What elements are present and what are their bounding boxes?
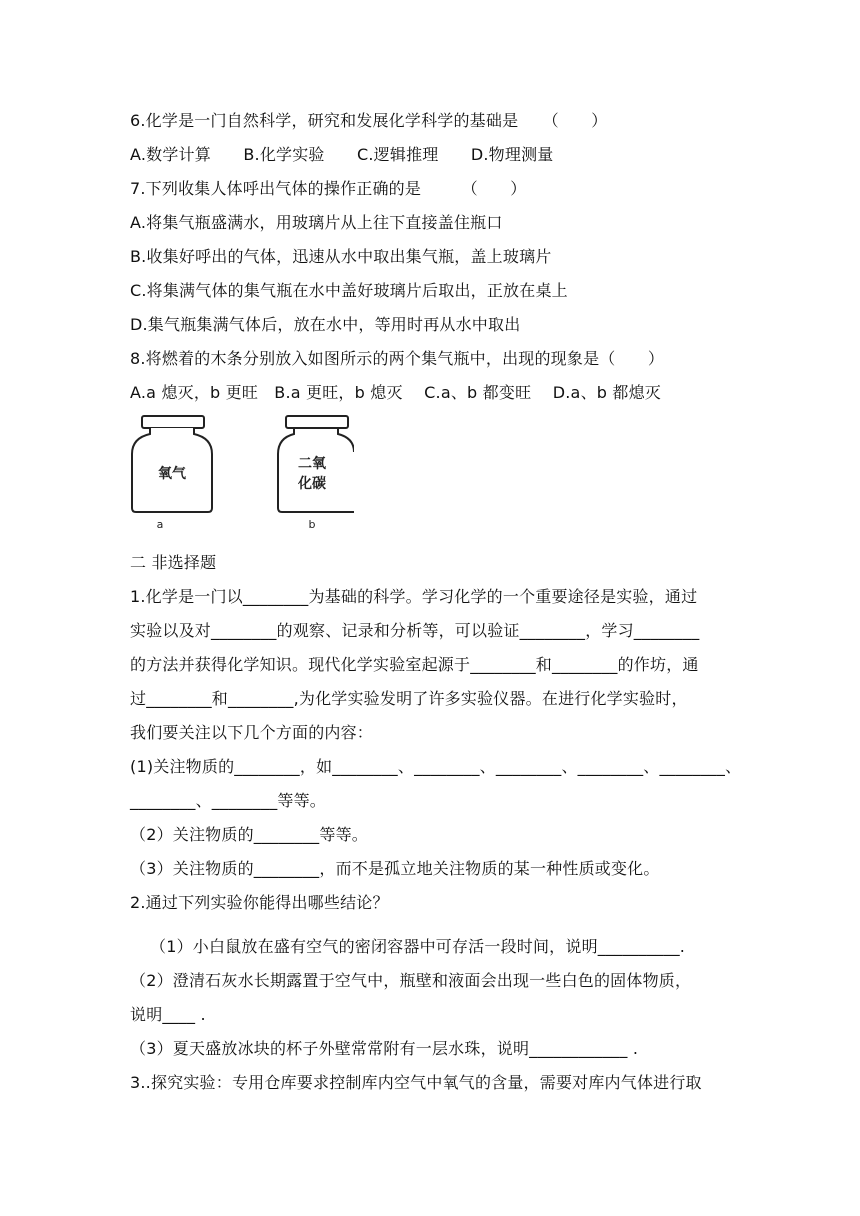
s2-q1-line-8: （2）关注物质的________等等。 <box>130 825 368 844</box>
s2-q1-line-3: 的方法并获得化学知识。现代化学实验室起源于________和________的作坊，通 <box>130 655 699 674</box>
s2-q1-line-2: 实验以及对________的观察、记录和分析等，可以验证________，学习________ <box>130 621 700 640</box>
question-7: 7.下列收集人体呼出气体的操作正确的是 （ ） <box>130 179 527 198</box>
question-6: 6.化学是一门自然科学，研究和发展化学科学的基础是 （ ） <box>130 111 608 130</box>
question-7-option-b: B.收集好呼出的气体，迅速从水中取出集气瓶，盖上玻璃片 <box>130 247 552 266</box>
s2-q1-line-4: 过________和________,为化学实验发明了许多实验仪器。在进行化学实验时， <box>130 689 688 708</box>
question-7-option-a: A.将集气瓶盛满水，用玻璃片从上往下直接盖住瓶口 <box>130 213 503 232</box>
s2-q1-line-5: 我们要关注以下几个方面的内容： <box>130 723 374 742</box>
question-7-option-c: C.将集满气体的集气瓶在水中盖好玻璃片后取出，正放在桌上 <box>130 281 568 300</box>
s2-q2-item-3: （3）夏天盛放冰块的杯子外壁常常附有一层水珠，说明____________ . <box>130 1039 639 1058</box>
s2-q2-item-2a: （2）澄清石灰水长期露置于空气中，瓶壁和液面会出现一些白色的固体物质， <box>130 971 692 990</box>
gas-bottles-figure <box>124 412 354 530</box>
s2-q1-line-9: （3）关注物质的________，而不是孤立地关注物质的某一种性质或变化。 <box>130 859 660 878</box>
bottle-a-caption: a <box>156 518 164 530</box>
question-6-options: A.数学计算 B.化学实验 C.逻辑推理 D.物理测量 <box>130 145 554 164</box>
question-8-options: A.a 熄灭，b 更旺 B.a 更旺，b 熄灭 C.a、b 都变旺 D.a、b 都熄灭 <box>130 383 662 402</box>
bottle-a <box>132 416 212 530</box>
bottle-a-label-text: 氧气 <box>158 466 186 482</box>
bottle-b-caption: b <box>308 518 316 530</box>
bottle-b-label-text-1: 二氧 <box>298 456 326 472</box>
s2-q2-item-2b: 说明____ . <box>130 1005 206 1024</box>
question-8: 8.将燃着的木条分别放入如图所示的两个集气瓶中，出现的现象是（ ） <box>130 349 665 368</box>
section-2-heading: 二 非选择题 <box>130 553 217 572</box>
bottle-b-label-text-2: 化碳 <box>298 476 326 492</box>
question-7-option-d: D.集气瓶集满气体后，放在水中，等用时再从水中取出 <box>130 315 521 334</box>
s2-q2-item-1: （1）小白鼠放在盛有空气的密闭容器中可存活一段时间，说明__________. <box>150 937 686 956</box>
s2-question-2: 2.通过下列实验你能得出哪些结论？ <box>130 893 389 912</box>
s2-question-3: 3..探究实验：专用仓库要求控制库内空气中氧气的含量，需要对库内气体进行取 <box>130 1073 702 1092</box>
bottle-b <box>278 416 354 530</box>
s2-q1-line-6: (1)关注物质的________，如________、________、________、________、________、 <box>130 757 742 776</box>
s2-q1-line-7: ________、________等等。 <box>130 791 327 810</box>
s2-q1-line-1: 1.化学是一门以________为基础的科学。学习化学的一个重要途径是实验，通过 <box>130 587 698 606</box>
